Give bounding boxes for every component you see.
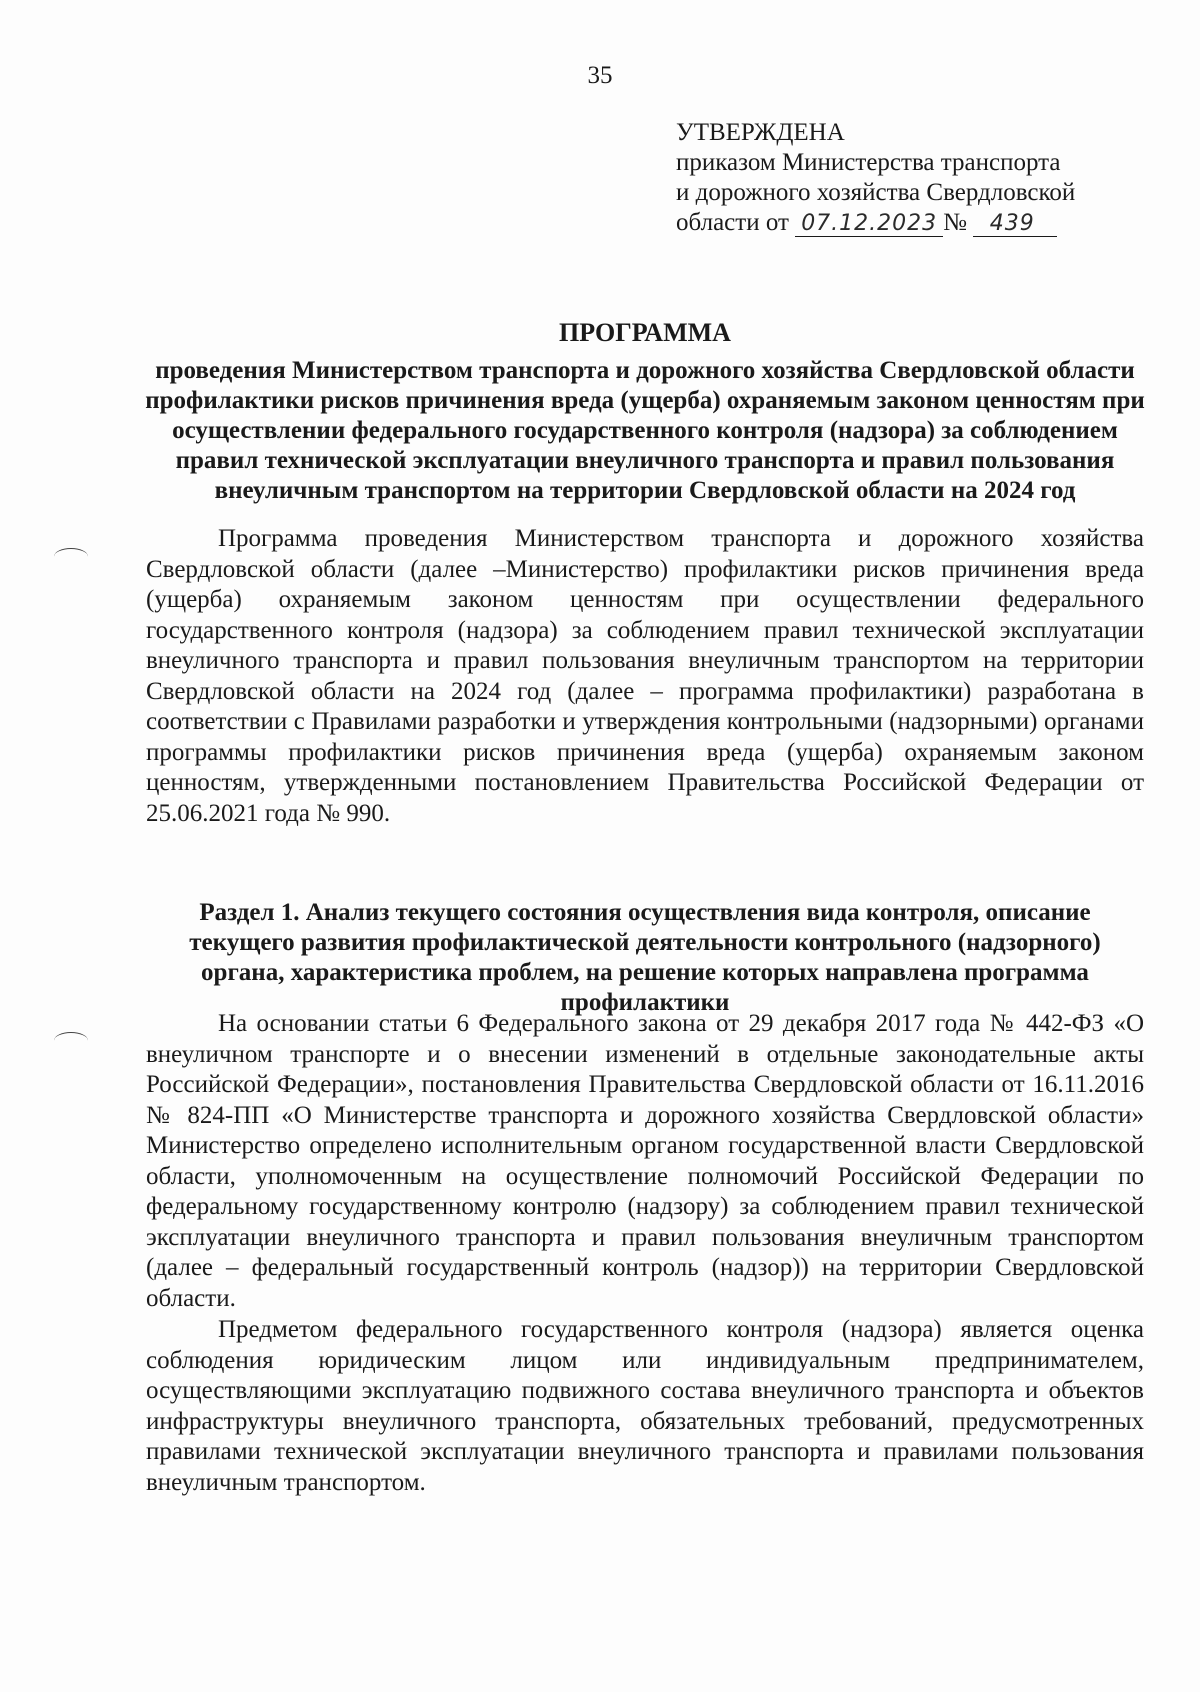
title-subtitle: проведения Министерством транспорта и дорожного хозяйства Свердловской области профилактики рисков причинения вреда (ущерба) охраняемым законом ценностям при осуществлении федерального государственного контроля (надзора) за соблюдением правил технической эксплуатации внеуличного транспорта и правил пользования внеуличным транспортом на территории Свердловской области на 2024 год (145, 357, 1145, 504)
section-1-paragraph-1: На основании статьи 6 Федерального закона от 29 декабря 2017 года № 442-ФЗ «О внеуличном транспорте и о внесении изменений в отдельные законодательные акты Российской Федерации», постановления Правительства Свердловской области от 16.11.2016 № 824-ПП «О Министерстве транспорта и дорожного хозяйства Свердловской области» Министерство определено исполнительным органом государственной власти Свердловской области, уполномоченным на осуществление полномочий Российской Федерации по федеральному государственному контролю (надзору) за соблюдением правил технической эксплуатации внеуличного транспорта и правил пользования внеуличным транспортом (далее – федеральный государственный контроль (надзор)) на территории Свердловской области. (146, 1010, 1144, 1312)
approval-status: УТВЕРЖДЕНА (676, 119, 845, 146)
approval-line-3-prefix: области от (676, 209, 789, 236)
page-number: 35 (587, 62, 613, 89)
title-main: ПРОГРАММА (559, 318, 731, 347)
document-title (145, 318, 1145, 506)
handwritten-date: 07.12.2023 (795, 212, 943, 237)
approval-stamp-block (676, 118, 1136, 238)
number-sign: № (943, 209, 968, 236)
section-1-body (146, 1009, 1144, 1498)
punch-hole-mark (54, 1032, 88, 1049)
approval-line-1: приказом Министерства транспорта (676, 149, 1061, 176)
handwritten-order-number: 439 (973, 212, 1057, 237)
section-1-heading: Раздел 1. Анализ текущего состояния осуществления вида контроля, описание текущего развития профилактической деятельности контрольного (надзорного) органа, характеристика проблем, на решение которых направлена программа профилактики (189, 899, 1101, 1016)
intro-paragraph: Программа проведения Министерством транспорта и дорожного хозяйства Свердловской области (далее –Министерство) профилактики рисков причинения вреда (ущерба) охраняемым законом ценностям при осуществлении федерального государственного контроля (надзора) за соблюдением правил технической эксплуатации внеуличного транспорта и правил пользования внеуличным транспортом на территории Свердловской области на 2024 год (далее – программа профилактики) разработана в соответствии с Правилами разработки и утверждения контрольными (надзорными) органами программы профилактики рисков причинения вреда (ущерба) охраняемым законом ценностям, утвержденными постановлением Правительства Российской Федерации от 25.06.2021 года № 990. (146, 525, 1144, 827)
approval-line-2: и дорожного хозяйства Свердловской (676, 179, 1076, 206)
section-1-paragraph-2: Предметом федерального государственного контроля (надзора) является оценка соблюдения юридическим лицом или индивидуальным предпринимателем, осуществляющими эксплуатацию подвижного состава внеуличного транспорта и объектов инфраструктуры внеуличного транспорта, обязательных требований, предусмотренных правилами технической эксплуатации внеуличного транспорта и правилами пользования внеуличным транспортом. (146, 1316, 1144, 1496)
punch-hole-mark (54, 548, 88, 565)
approval-line-3 (676, 208, 1136, 238)
intro-section (146, 524, 1144, 829)
